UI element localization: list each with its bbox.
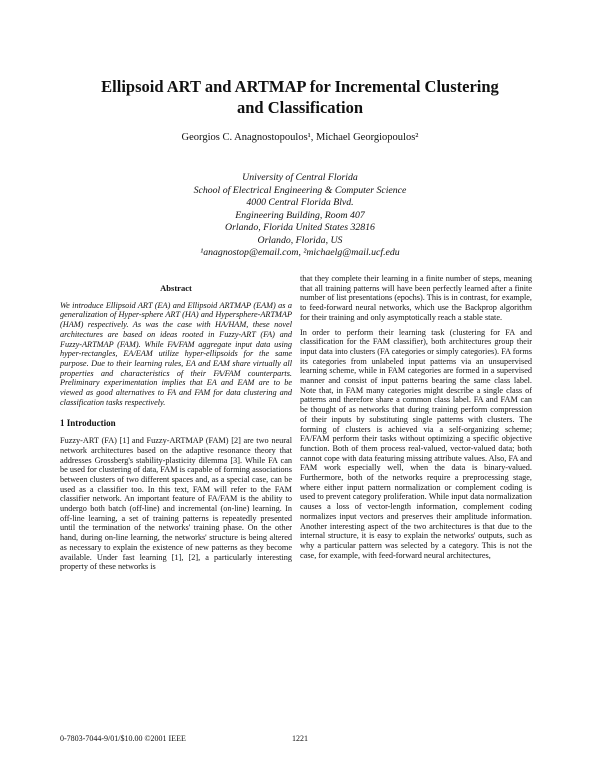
affiliation-emails: ¹anagnostop@email.com, ²michaelg@mail.ucf.edu xyxy=(200,247,400,258)
affiliation-line: Orlando, Florida United States 32816 xyxy=(225,222,375,233)
title-line-2: and Classification xyxy=(236,98,364,117)
section-heading-introduction: 1 Introduction xyxy=(60,418,116,429)
abstract-heading: Abstract xyxy=(160,283,192,293)
affiliation-block xyxy=(60,172,540,260)
right-column xyxy=(300,274,532,565)
title-line-1: Ellipsoid ART and ARTMAP for Incremental Clustering xyxy=(101,77,499,96)
affiliation-line: University of Central Florida xyxy=(242,172,358,183)
page-number: 1221 xyxy=(292,734,308,743)
paper-title xyxy=(60,76,540,118)
author-list: Georgios C. Anagnostopoulos¹, Michael Georgiopoulos² xyxy=(181,132,419,143)
abstract-text: We introduce Ellipsoid ART (EA) and Ellipsoid ARTMAP (EAM) as a generalization of Hyper-sphere ART (HA) and Hypersphere-ARTMAP (HAM) respectively. As was the case with HA/HAM, these novel architectures are based on ideas rooted in Fuzzy-ART (FA) and Fuzzy-ARTMAP (FAM). While FA/FAM aggregate input data using hyper-rectangles, EA/EAM utilize hyper-ellipsoids for the same purpose. Due to their learning rules, EA and EAM share virtually all properties and characteristics of their FA/FAM counterparts. Preliminary experimentation implies that EA and EAM are to be viewed as good alternatives to FA and FAM for data clustering and classification tasks respectively. xyxy=(60,300,292,407)
copyright-footer: 0-7803-7044-9/01/$10.00 ©2001 IEEE xyxy=(60,734,186,743)
affiliation-line: Orlando, Florida, US xyxy=(257,234,343,246)
intro-paragraph: Fuzzy-ART (FA) [1] and Fuzzy-ARTMAP (FAM) [2] are two neural network architectures based on the adaptive resonance theory that addresses Grossberg's stability-plasticity dilemma [3]. While FA can be used for clustering of data, FAM is capable of forming associations between clusters of two different spaces and, as a special case, can be used as a classifier too. In this text, FAM will refer to the FAM classifier network. An important feature of FA/FAM is the ability to undergo both batch (off-line) and incremental (on-line) learning. In off-line learning, a set of training patterns is repeatedly presented until the termination of the networks' training phase. On the other hand, during on-line learning, the networks' structure is being altered as necessary to explain the existence of new patterns as they become available. Under fast learning [1], [2], a particularly interesting property of these networks is xyxy=(60,436,292,572)
affiliation-line: School of Electrical Engineering & Computer Science xyxy=(193,184,407,196)
body-paragraph: that they complete their learning in a finite number of steps, meaning that all training patterns will have been perfectly learned after a finite number of list presentations (epochs). This is in contrast, for example, to feed-forward neural networks, which use the Backprop algorithm for their training and only asymptotically reach a stable state. xyxy=(300,274,532,322)
affiliation-line: 4000 Central Florida Blvd. xyxy=(246,197,354,208)
body-paragraph: In order to perform their learning task (clustering for FA and classification for the FAM classifier), both architectures group their input data into clusters (FA categories or simply categories). FA forms its categories from unlabeled input patterns via an unsupervised learning scheme, while in FAM categories are formed in a supervised manner and consist of input patterns bearing the same class label. Note that, in FAM many categories might describe a single class of patterns and therefore share a common class label. FA and FAM can be thought of as networks that during training perform compression of their inputs by substituting single patterns with clusters. The forming of clusters is achieved via a self-organizing scheme; FA/FAM perform their tasks without optimizing a specific objective function. Both of them process real-valued, vector-valued data; both cannot cope with data featuring missing attribute values. Also, FA and FAM work especially well, when the data is binary-valued. Furthermore, both of the networks require a preprocessing stage, where either input pattern normalization or complement coding is used to prevent category proliferation. While input data normalization causes a loss of vector-length information, complement coding normalizes input vectors and preserves their amplitude information. Another interesting aspect of the two architectures is that due to the internal structure, it is easy to explain the networks' outputs, such as why a particular pattern was selected by a category. This is not the case, for example, with feed-forward neural architectures, xyxy=(300,327,532,560)
affiliation-line: Engineering Building, Room 407 xyxy=(235,209,365,221)
left-column xyxy=(60,284,292,577)
